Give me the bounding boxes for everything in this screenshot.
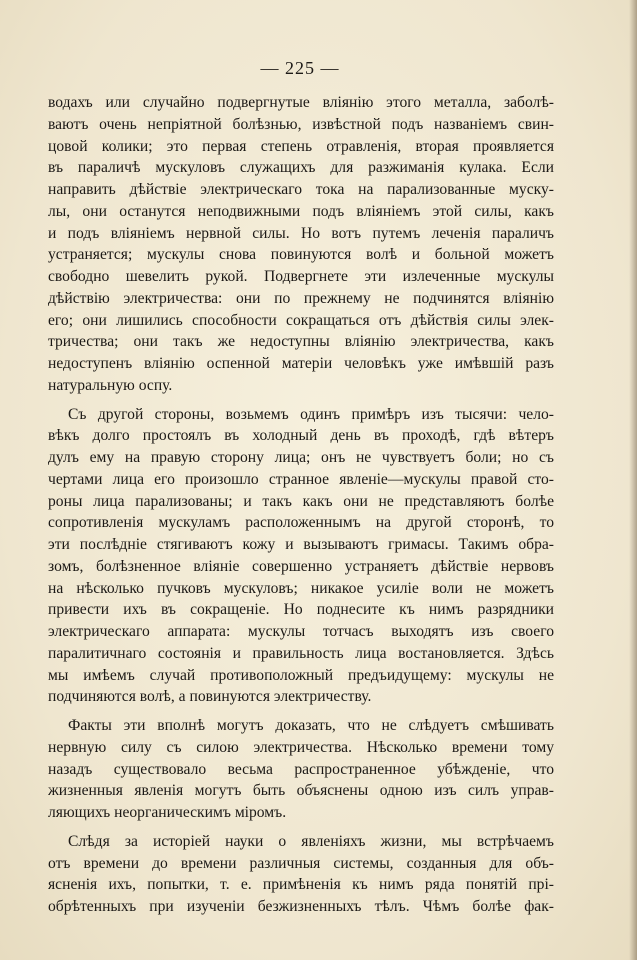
text-line: въ параличѣ мускуловъ служащихъ для разжиманія кулака. Если	[48, 159, 554, 177]
text-line: дулъ ему на правую сторону лица; онъ не чувствуетъ боли; но съ	[48, 449, 554, 466]
text-line: обрѣтенныхъ при изученіи безжизненныхъ тѣлъ. Чѣмъ болѣе фак-	[48, 898, 554, 915]
text-line: привести ихъ въ сокращеніе. Но поднесите къ нимъ разрядники	[48, 601, 554, 619]
text-line: зомъ, болѣзненное вліяніе совершенно устраняетъ дѣйствіе нервовъ	[48, 557, 554, 575]
text-line: жизненныя явленія могутъ быть объяснены одною изъ силъ управ-	[48, 782, 554, 800]
text-line: дѣйствію электричества: они по прежнему не подчинятся вліянію	[48, 289, 554, 307]
page-edge-shadow	[629, 0, 637, 960]
paragraph-3	[48, 715, 554, 824]
text-line: мы имѣемъ случай противоположный предъидущему: мускулы не	[48, 666, 554, 684]
text-line: ясненія ихъ, попытки, т. е. примѣненія къ нимъ ряда понятій прі-	[48, 876, 554, 894]
text-line: отъ времени до времени различныя системы, созданныя для объ-	[48, 854, 554, 872]
text-line: тричества; они такъ же недоступны вліянію электричества, какъ	[48, 333, 554, 351]
text-line: лы, они останутся неподвижными подъ вліяніемъ этой силы, какъ	[48, 202, 554, 220]
text-line: сопротивленія мускуламъ расположеннымъ на другой сторонѣ, то	[48, 514, 554, 532]
text-line: нервную силу съ силою электричества. Нѣсколько времени тому	[48, 738, 554, 756]
text-line: свободно шевелить рукой. Подвергнете эти излеченные мускулы	[48, 268, 554, 285]
page-number: — 225 —	[260, 58, 340, 78]
text-line: на нѣсколько пучковъ мускуловъ; никакое усиліе воли не можетъ	[48, 579, 554, 597]
text-line: вѣкъ долго простоялъ въ холодный день въ проходѣ, гдѣ вѣтеръ	[48, 427, 554, 445]
text-line: роны лица парализованы; и такъ какъ они не представляютъ болѣе	[48, 492, 554, 510]
text-line: недоступенъ вліянію оспенной матеріи человѣкъ уже имѣвшій разъ	[48, 355, 554, 372]
text-line: ваютъ очень непріятной болѣзнью, извѣстной подъ названіемъ свин-	[48, 115, 554, 133]
text-line: водахъ или случайно подвергнутые вліянію этого металла, заболѣ-	[48, 94, 554, 111]
text-line: эти послѣдніе стягиваютъ кожу и вызываютъ гримасы. Такимъ обра-	[48, 536, 554, 553]
paragraph-4	[48, 831, 554, 918]
text-line: электрическаго аппарата: мускулы тотчасъ выходятъ изъ своего	[48, 623, 554, 640]
text-line: и подъ вліяніемъ нервной силы. Но вотъ путемъ леченія параличъ	[48, 224, 554, 242]
text-line: направить дѣйствіе электрическаго тока на парализованные муску-	[48, 181, 554, 198]
text-line: паралитичнаго состоянія и правильность лица востановляется. Здѣсь	[48, 644, 554, 662]
text-line: цовой колики; это первая степень отравленія, вторая проявляется	[48, 137, 554, 155]
text-line: подчиняются волѣ, а повинуются электричеству.	[48, 688, 372, 706]
text-line: Факты эти вполнѣ могутъ доказать, что не слѣдуетъ смѣшивать	[68, 717, 554, 734]
text-line: его; они лишились способности сокращаться отъ дѣйствія силы элек-	[48, 311, 554, 329]
text-line: назадъ существовало весьма распространенное убѣжденіе, что	[48, 760, 554, 778]
text-line: натуральную оспу.	[48, 376, 173, 394]
body-text	[48, 92, 554, 918]
text-line: Съ другой стороны, возьмемъ одинъ примѣръ изъ тысячи: чело-	[68, 405, 554, 423]
text-line: чертами лица его произошло странное явленіе—мускулы правой сто-	[48, 470, 554, 488]
text-line: устраняется; мускулы снова повинуются волѣ и больной можетъ	[48, 246, 554, 264]
paragraph-2	[48, 404, 554, 709]
text-line: Слѣдя за исторіей науки о явленіяхъ жизни, мы встрѣчаемъ	[68, 832, 554, 850]
text-line: ляющихъ неорганическимъ міромъ.	[48, 804, 287, 821]
paragraph-1	[48, 92, 554, 397]
